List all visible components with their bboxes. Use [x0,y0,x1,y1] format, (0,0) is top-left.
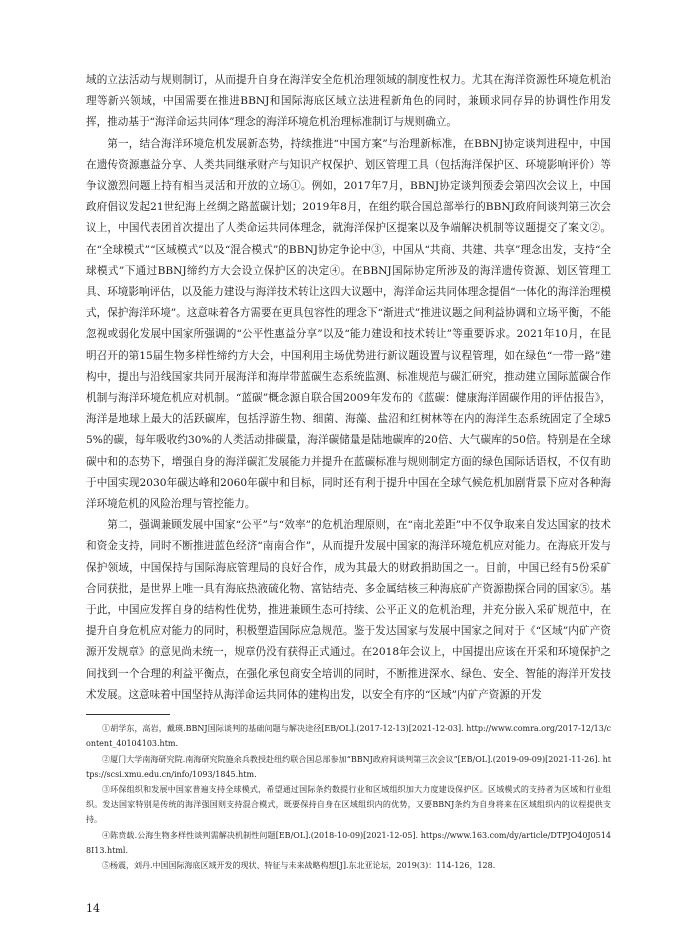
page-content [86,70,611,873]
footnote-3: ③环保组织和发展中国家普遍支持全球模式，希望通过国际条约数提行业和区域组织加大力度建设保护区。区域模式的支持者为区域和行业组织。发达国家特别是传统的海洋强国则支持混合模式，既要保持自身在区域组织内的优势，又要BBNJ条约为自身将来在区域组织内的议程提供支持。 [86,784,611,825]
footnote-5: ⑤杨震，刘丹.中国国际海底区域开发的现状、特征与未来战略构想[J].东北亚论坛，2019(3)：114-126，128. [102,860,496,870]
body-paragraph-first-point: 第一，结合海洋环境危机发展新态势，持续推进“中国方案”与治理新标准，在BBNJ协定谈判进程中，中国在遗传资源惠益分享、人类共同继承财产与知识产权保护、划区管理工具（包括海洋保护区、环境影响评价）等争议激烈问题上持有相当灵活和开放的立场①。例如，2017年7月，BBNJ协定谈判预委会第四次会议上，中国政府倡议发起21世纪海上丝绸之路蓝碳计划；2019年8月，在组约联合国总部举行的BBNJ政府间谈判第三次会议上，中国代表团首次提出了人类命运共同体理念，就海洋保护区提案以及争端解决机制等议题提交了案文②。在“全球模式”“区域模式”以及“混合模式”的BBNJ协定争论中③，中国从“共商、共建、共享”理念出发，支持“全球模式”下通过BBNJ缔约方大会设立保护区的决定④。在BBNJ国际协定所涉及的海洋遗传资源、划区管理工具、环境影响评估，以及能力建设与海洋技术转让这四大议题中，海洋命运共同体理念提倡“一体化的海洋治理模式，保护海洋环境”。这意味着各方需要在更具包容性的理念下“渐进式”推进议题之间利益协调和立场平衡，不能忽视或弱化发展中国家所强调的“公平性惠益分享”以及“能力建设和技术转让”等重要诉求。2021年10月，在昆明召开的第15届生物多样性缔约方大会，中国利用主场优势进行新议题设置与议程管理，如在绿色“一带一路”建构中，提出与沿线国家共同开展海洋和海岸带蓝碳生态系统监测、标准规范与碳汇研究，推动建立国际蓝碳合作机制与海洋环境危机应对机制。“蓝碳”概念源自联合国2009年发布的《蓝碳：健康海洋固碳作用的评估报告》，海洋是地球上最大的活跃碳库，包括浮游生物、细菌、海藻、盐沼和红树林等在内的海洋生态系统固定了全球55%的碳，每年吸收约30%的人类活动排碳量，海洋碳储量是陆地碳库的20倍、大气碳库的50倍。特别是在全球碳中和的态势下，增强自身的海洋碳汇发展能力并提升在蓝碳标准与规则制定方面的绿色国际话语权，不仅有助于中国实现2030年碳达峰和2060年碳中和目标，同时还有利于提升中国在全球气候危机加剧背景下应对各种海洋环境危机的风险治理与管控能力。 [86,137,611,511]
footnote-1: ①胡学东，高岩，戴瑛.BBNJ国际谈判的基础问题与解决途径[EB/OL].(2017-12-13)[2021-12-03]. http://www.comra.org/2017-12/13/content_40104103.htm. [86,724,611,749]
body-paragraph-second-point: 第二，强调兼顾发展中国家“公平”与“效率”的危机治理原则，在“南北差距”中不仅争取来自发达国家的技术和资金支持，同时不断推进蓝色经济“南南合作”，从而提升发展中国家的海洋环境危机应对能力。在海底开发与保护领域，中国保持与国际海底管理局的良好合作，成为其最大的财政捐助国之一。目前，中国已经有5份采矿合同获批，是世界上唯一具有海底热液硫化物、富钴结壳、多金属结核三种海底矿产资源勘探合同的国家⑤。基于此，中国应发挥自身的结构性优势，推进兼顾生态可持续、公平正义的危机治理，并充分嵌入采矿规范中，在提升自身危机应对能力的同时，积极塑造国际应急规范。鉴于发达国家与发展中国家之间对于《“区域”内矿产资源开发规章》的意见尚未统一，规章仍没有获得正式通过。在2018年会议上，中国提出应该在开采和环境保护之间找到一个合理的利益平衡点，在强化承包商安全培训的同时，不断推进深水、绿色、安全、智能的海洋开发技术发展。这意味着中国坚持从海洋命运共同体的建构出发，以安全有序的“区域”内矿产资源的开发 [86,519,611,701]
footnote-4: ④陈贲载.公海生物多样性谈判需解决机制性问题[EB/OL].(2018-10-09)[2021-12-05]. https://www.163.com/dy/article/DTPJO40J05148I13.html. [86,830,611,855]
body-paragraph-continued: 域的立法活动与规则制订，从而提升自身在海洋安全危机治理领域的制度性权力。尤其在海洋资源性环境危机治理等新兴领域，中国需要在推进BBNJ和国际海底区域立法进程新角色的同时，兼顾求同存异的协调性作用发挥，推动基于“海洋命运共同体”理念的海洋环境危机治理标准制订与规则确立。 [86,74,611,129]
footnote-2: ②厦门大学南海研究院.南海研究院施余兵教授赴纽约联合国总部参加“BBNJ政府间谈判第三次会议”[EB/OL].(2019-09-09)[2021-11-26]. https://scsi.xmu.edu.cn/info/1093/1845.htm. [86,754,611,779]
page-number: 14 [86,902,100,915]
footnote-divider [86,714,170,715]
